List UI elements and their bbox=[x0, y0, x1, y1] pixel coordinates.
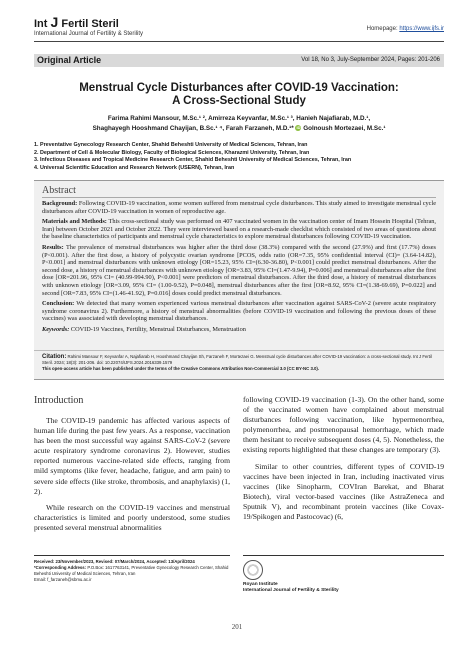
intro-paragraph-1: The COVID-19 pandemic has affected various aspects of human life during the past few years. As a response, vaccination has been the most successful way against SARS-CoV-2 (severe acute respiratory syndrome coronavirus 2). However, studies reported numerous vaccine-related side effects, ranging from mild symptoms (like fever, headache, fatigue, and arm pain) to severe side effects (like stroke, thrombosis, and anaphylaxis) (1, 2). bbox=[34, 416, 230, 496]
homepage-label: Homepage: bbox=[366, 26, 398, 32]
article-type-bar bbox=[34, 54, 444, 67]
body-column-right bbox=[243, 395, 444, 528]
methods-text: This cross-sectional study was performed on 407 vaccinated women in the vaccination center of Imam Hossein Hospital (Tehran, Iran) between October 2021 and October 2022. They were interviewed based on a research-made checklist which consisted of two areas of questions about the baseline characteristics of participants and menstrual cycle characteristics to explore menstrual disturbances following COVID-19 vaccination. bbox=[42, 218, 437, 241]
intro-paragraph-2: While research on the COVID-19 vaccines and menstrual characteristics is limited and poorly understood, some studies presented several menstrual abnormalities bbox=[34, 502, 230, 532]
conclusion-text: We detected that many women experienced various menstrual disturbances after vaccination against SARS-CoV-2 (severe acute respiratory syndrome coronavirus 2). Furthermore, a history of menstrual abnormalities (before COVID-19 vaccination and following the previous doses of these vaccines) was associated with developing menstrual disturbances. bbox=[42, 300, 436, 323]
body-column-left bbox=[34, 395, 230, 539]
corresponding-label: *Corresponding Address: bbox=[34, 565, 87, 570]
homepage-link[interactable]: https://www.ijfs.ir bbox=[399, 26, 444, 32]
title-line-1: Menstrual Cycle Disturbances after COVID-19 Vaccination: bbox=[79, 82, 399, 94]
abstract-background bbox=[42, 200, 436, 215]
publisher-name: Royan Institute bbox=[243, 582, 278, 587]
citation-text: Rahimi Mansour F, Keyvanfar A, Najafiarab H, Hooshmand Chayijan Sh, Farzaneh F, Mortezaei G. Menstrual cycle disturbances after COVID-19 vaccination: a cross-sectional study. Int J Fertil Steril. 2024; 18(3): 201-206. doi: 10.22074/IJFS.2024.2016339.1579 bbox=[42, 354, 432, 365]
affiliation-2: 2. Department of Cell & Molecular Biology, Faculty of Biological Sciences, Kharazmi University, Tehran, Iran bbox=[34, 149, 310, 156]
journal-letter: J bbox=[50, 14, 59, 30]
authors-line-2b: Golnoush Mortezaei, M.Sc.¹ bbox=[303, 125, 386, 132]
homepage bbox=[367, 26, 444, 32]
received-dates: Received: 23/November/2023, Revised: 07/March/2024, Accepted: 13/April/2024 bbox=[34, 559, 195, 564]
journal-prefix: Int bbox=[34, 18, 48, 30]
page-number: 201 bbox=[231, 623, 243, 631]
article-title bbox=[34, 82, 444, 108]
header-divider bbox=[34, 41, 444, 42]
journal-header bbox=[34, 14, 444, 37]
abstract-divider bbox=[42, 197, 436, 198]
abstract-keywords bbox=[42, 326, 436, 334]
authors-line-2a: Shaghayegh Hooshmand Chayijan, B.Sc.¹ ⁴, Farah Farzaneh, M.D.¹* bbox=[92, 125, 294, 132]
publisher-journal: International Journal of Fertility & Sterility bbox=[243, 588, 339, 593]
affiliation-4: 4. Universal Scientific Education and Research Network (USERN), Tehran, Iran bbox=[34, 164, 235, 171]
author-list bbox=[34, 114, 444, 134]
authors-line-2 bbox=[34, 124, 444, 134]
introduction-heading: Introduction bbox=[34, 395, 84, 406]
journal-suffix: Fertil Steril bbox=[61, 18, 119, 30]
abstract-heading: Abstract bbox=[42, 185, 76, 196]
conclusion-label: Conclusion: bbox=[42, 300, 75, 308]
royan-logo-icon bbox=[243, 560, 263, 580]
intro-paragraph-3: following COVID-19 vaccination (1-3). On the other hand, some of the vaccinated women have complained about menstrual disturbances following vaccination, like hypermenorrhea, polymenorrhea, and postmenopausal hemorrhage, which made them hesitant to receive subsequent doses (4, 5). Nonetheless, the existing reports highlighted that these changes are temporary (3). bbox=[243, 395, 444, 455]
citation-label: Citation: bbox=[42, 354, 67, 360]
background-label: Background: bbox=[42, 200, 78, 207]
abstract-box bbox=[34, 180, 444, 350]
title-line-2: A Cross-Sectional Study bbox=[172, 95, 306, 107]
corresponding-text: P.O.Box: 1617763141, Preventative Gynecology Research Center, Shahid Beheshti University of Medical Sciences, Tehran, Iran bbox=[34, 565, 229, 576]
intro-paragraph-4: Similar to other countries, different types of COVID-19 vaccines have been injected in Iran, including inactivated virus vaccines (like Sinopharm, COVIran Barekat, and Bharat Biotech), viral vector-based vaccines (like AstraZeneca and Sputnik V), and recombinant protein vaccines (like Covax-19/Spikogen and Pastocovac) (6, bbox=[243, 461, 444, 522]
keywords-text: COVID-19 Vaccines, Fertility, Menstrual Disturbances, Menstruation bbox=[69, 325, 246, 333]
corresponding-address bbox=[34, 565, 230, 577]
keywords-label: Keywords: bbox=[42, 325, 70, 333]
article-type: Original Article bbox=[37, 55, 102, 65]
open-access-note: This open-access article has been published under the terms of the Creative Commons Attribution Non-Commercial 3.0 (CC BY-NC 3.0). bbox=[42, 366, 320, 371]
affiliation-1: 1. Preventative Gynecology Research Center, Shahid Beheshti University of Medical Sciences, Tehran, Iran bbox=[34, 142, 308, 148]
volume-info: Vol 18, No 3, July-September 2024, Pages: 201-206 bbox=[301, 57, 440, 63]
orcid-icon[interactable]: iD bbox=[296, 125, 301, 131]
journal-full-name: International Journal of Fertility & Sterility bbox=[34, 31, 144, 37]
corresponding-email[interactable]: Email: f_farzaneh@sbmu.ac.ir bbox=[34, 577, 92, 582]
citation-line bbox=[42, 354, 436, 366]
results-label: Results: bbox=[42, 243, 64, 251]
affiliations bbox=[34, 142, 444, 172]
results-text: The prevalence of menstrual disturbances was higher after the third dose (38.3%) compared with the second (27.9%) and first (17.7%) doses (P<0.001). After the first dose, a history of polycystic ovarian syndrome [PCOS, odds ratio (OR=7.35, 95% confidential interval (CI)= (3.64-14.82), P<0.001] and menstrual disturbances with unknown etiology [OR=15.23, 95% CI=(6.30-36.80), P<0.001] could predict menstrual disturbances. After the second dose, a history of menstrual disturbances with unknown etiology [OR=3.83, 95% CI=(1.47-9.94), P=0.006] and menstrual disturbances after the first dose [OR=201.96, 95% CI= (40.99-994.90), P<0.001] were predictors of menstrual disturbances. After the third dose, a history of menstrual disturbances with unknown etiology [OR=3.09, 95% CI= (1.00-9.52), P=0.048], menstrual disturbances after the first [OR=8.92, 95% CI=(1.38-69.69), P=0.022] and second [OR=7.83, 95% CI=(1.46-41.92), P=0.016] doses could predict menstrual disturbances. bbox=[42, 243, 436, 297]
methods-label: Materials and Methods: bbox=[42, 218, 107, 226]
background-text: Following COVID-19 vaccination, some women suffered from menstrual cycle disturbances. This study aimed to investigate menstrual cycle disturbances after COVID-19 vaccination in women of reproductive age. bbox=[42, 200, 436, 215]
abstract-methods bbox=[42, 218, 436, 241]
correspondence-footer bbox=[34, 555, 230, 583]
citation-box bbox=[34, 350, 444, 380]
publisher-footer bbox=[243, 555, 444, 594]
abstract-results bbox=[42, 244, 436, 297]
authors-line-1: Farima Rahimi Mansour, M.Sc.¹ ², Amirreza Keyvanfar, M.Sc.¹ ³, Hanieh Najafiarab, M.D.¹, bbox=[107, 115, 371, 122]
affiliation-3: 3. Infectious Diseases and Tropical Medicine Research Center, Shahid Beheshti University of Medical Sciences, Tehran, Iran bbox=[34, 157, 352, 164]
abstract-conclusion bbox=[42, 300, 436, 323]
